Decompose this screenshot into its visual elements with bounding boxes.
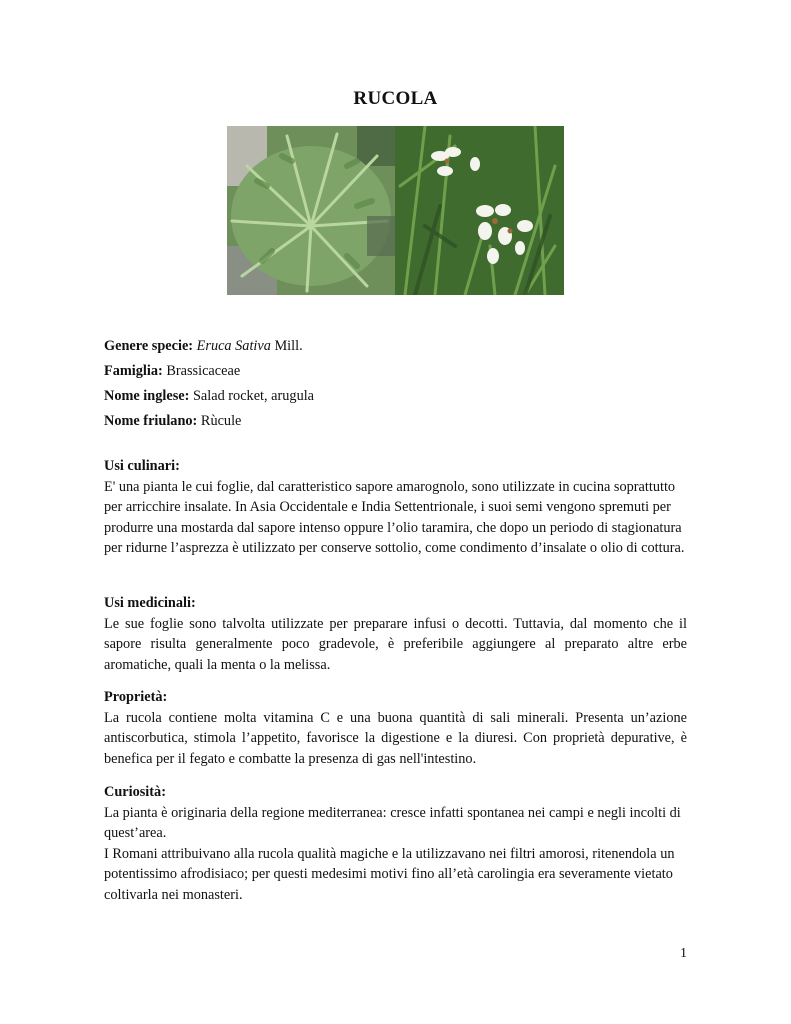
- page-number: 1: [680, 946, 687, 961]
- fact-nome-inglese: [104, 387, 704, 412]
- rucola-leaves-photo: [227, 126, 395, 295]
- section-curiosita: [104, 782, 687, 905]
- section-text: La rucola contiene molta vitamina C e una buona quantità di sali minerali. Presenta un’azione antiscorbutica, stimola l’appetito, favorisce la digestione e la diuresi. Con proprietà depurative, è benefica per il fegato e combatte la presenza di gas nell'intestino.: [104, 709, 687, 767]
- section-heading: Proprietà:: [104, 689, 168, 705]
- section-text: Le sue foglie sono talvolta utilizzate per preparare infusi o decotti. Tuttavia, dal momento che il sapore risulta generalmente poco gradevole, è preferibile aggiungere al preparato altre erbe aromatiche, quali la menta o la melissa.: [104, 615, 687, 673]
- section-heading: Usi medicinali:: [104, 595, 196, 611]
- section-proprieta: [104, 687, 687, 769]
- section-text: I Romani attribuivano alla rucola qualità magiche e la utilizzavano nei filtri amorosi, ritenendola un potentissimo afrodisiaco; per questi medesimi motivi fino all’età carolingia era severamente vietato coltivarla nei monasteri.: [104, 845, 675, 903]
- section-heading: Curiosità:: [104, 784, 166, 800]
- section-text: La pianta è originaria della regione mediterranea: cresce infatti spontanea nei campi e negli incolti di quest’area.: [104, 804, 681, 841]
- page-title: RUCOLA: [353, 88, 438, 109]
- fact-label: Famiglia:: [104, 363, 163, 379]
- species-name: Eruca Sativa: [196, 338, 271, 354]
- fact-label: Nome inglese:: [104, 388, 190, 404]
- rucola-flowers-photo: [395, 126, 564, 295]
- section-usi-culinari: [104, 456, 687, 559]
- fact-value: Rùcule: [200, 413, 242, 429]
- fact-value: Salad rocket, arugula: [192, 388, 315, 404]
- fact-label: Genere specie:: [104, 338, 194, 354]
- fact-genere: [104, 337, 704, 362]
- fact-nome-friulano: [104, 412, 704, 437]
- section-heading: Usi culinari:: [104, 458, 180, 474]
- section-text: E' una pianta le cui foglie, dal caratteristico sapore amarognolo, sono utilizzate in cucina soprattutto per arricchire insalate. In Asia Occidentale e India Settentrionale, i suoi semi vengono spremuti per produrre una mostarda dal sapore intenso oppure l’olio taramira, che dopo un periodo di stagionatura per ridurne l’asprezza è utilizzato per conserve sottolio, come condimento d’insalate o olio di cottura.: [104, 478, 685, 556]
- species-author: Mill.: [270, 338, 303, 354]
- photo-strip: [227, 126, 564, 295]
- fact-value: Brassicaceae: [166, 363, 241, 379]
- fact-famiglia: [104, 362, 704, 387]
- fact-label: Nome friulano:: [104, 413, 198, 429]
- plant-facts: [104, 337, 704, 437]
- section-usi-medicinali: [104, 593, 687, 675]
